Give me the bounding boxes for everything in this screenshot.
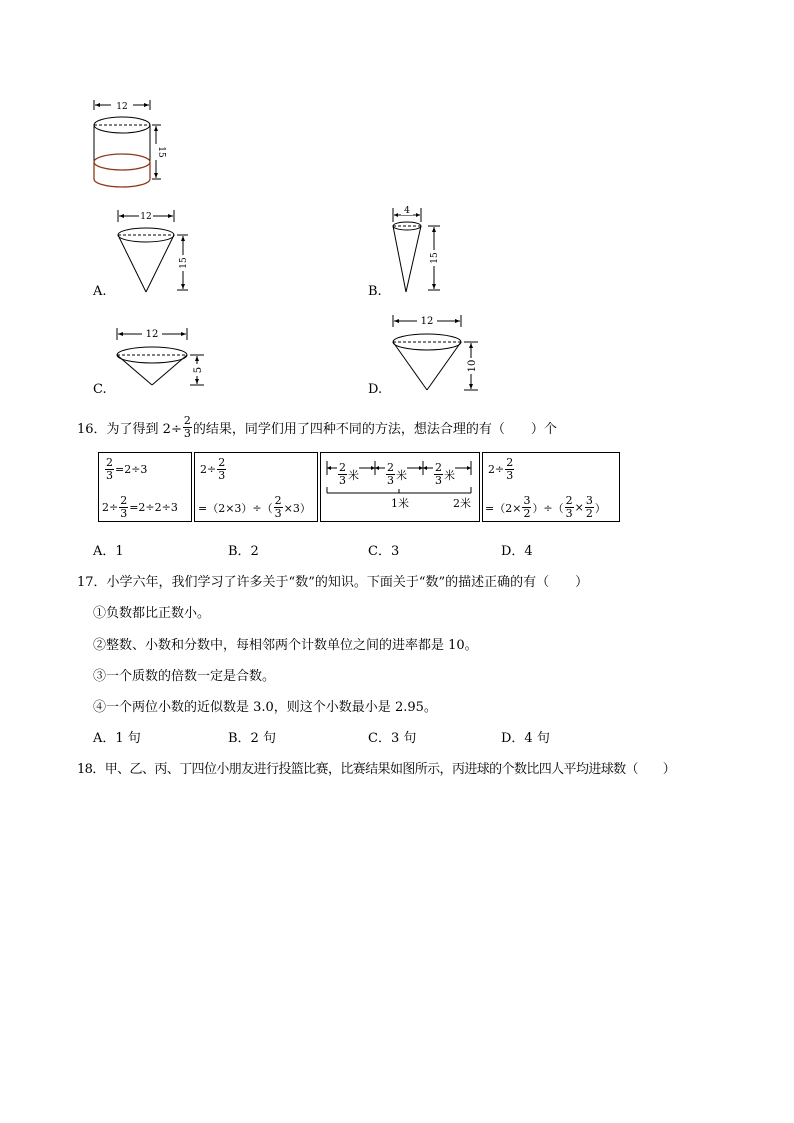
q16-option-a[interactable]: A．1 bbox=[93, 544, 124, 559]
q17-item-4: ④一个两位小数的近似数是 3.0，则这个小数最小是 2.95。 bbox=[93, 700, 437, 715]
q16-stem-prefix: 16．为了得到 2÷ bbox=[77, 422, 182, 437]
box3-mark-1m: 1米 bbox=[391, 497, 409, 510]
cone-c-height-label: 5 bbox=[193, 366, 204, 374]
box1-line1 bbox=[104, 457, 147, 482]
box4-fraction-1: $\frac{2}{3}$ bbox=[506, 456, 514, 482]
q17-option-b[interactable]: B．2 句 bbox=[228, 731, 276, 746]
box4-line2-c: × bbox=[574, 501, 584, 514]
frac-numerator: 2 bbox=[183, 414, 191, 427]
box1-eq2-right: =2÷2÷3 bbox=[129, 501, 178, 514]
cone-c-diameter-label: 12 bbox=[145, 329, 159, 340]
cone-b-height-label: 15 bbox=[430, 252, 440, 264]
q16-option-b[interactable]: B．2 bbox=[228, 544, 259, 559]
box3-label-3: $\frac{2}{3}$ 米 bbox=[435, 461, 455, 487]
box1-fraction-2: $\frac{2}{3}$ bbox=[120, 494, 128, 520]
q18-stem: 18．甲、乙、丙、丁四位小朋友进行投篮比赛，比赛结果如图所示，丙进球的个数比四人平均进球数（ ） bbox=[77, 762, 676, 777]
method-box-2 bbox=[194, 452, 318, 522]
cone-d-diameter-label: 12 bbox=[420, 316, 434, 327]
q16-option-c[interactable]: C．3 bbox=[368, 544, 400, 559]
q16-stem-fraction bbox=[183, 415, 192, 440]
box2-line2-a: =（2×3）÷（ bbox=[198, 501, 273, 515]
box1-line2 bbox=[102, 495, 178, 520]
cone-d-height-label: 10 bbox=[467, 359, 478, 373]
box3-label-1: $\frac{2}{3}$ 米 bbox=[339, 461, 359, 487]
box2-line2 bbox=[198, 495, 311, 520]
box4-fraction-4: $\frac{3}{2}$ bbox=[585, 494, 593, 520]
box4-line1 bbox=[488, 457, 515, 482]
box1-fraction-1: $\frac{2}{3}$ bbox=[106, 456, 113, 482]
frac-denominator: 3 bbox=[183, 427, 191, 440]
cylinder-height-label: 15 bbox=[156, 146, 166, 158]
cone-d-figure bbox=[386, 312, 486, 398]
method-box-3 bbox=[320, 452, 480, 522]
option-b-label: B. bbox=[368, 284, 382, 299]
box3-mark-2m: 2米 bbox=[453, 497, 471, 510]
cone-a-height-label: 15 bbox=[179, 257, 189, 269]
q17-item-1: ①负数都比正数小。 bbox=[93, 606, 211, 621]
cone-c-figure bbox=[110, 324, 214, 396]
q17-item-3: ③一个质数的倍数一定是合数。 bbox=[93, 669, 276, 684]
q17-option-c[interactable]: C．3 句 bbox=[368, 731, 417, 746]
box4-line2 bbox=[485, 495, 606, 520]
box4-fraction-2: $\frac{3}{2}$ bbox=[523, 494, 531, 520]
cone-a-figure bbox=[112, 206, 196, 298]
box4-line1-text: 2÷ bbox=[488, 463, 505, 476]
cone-b-figure bbox=[384, 202, 448, 298]
q16-stem-suffix: 的结果，同学们用了四种不同的方法，想法合理的有（ ）个 bbox=[192, 422, 557, 437]
box4-line2-a: =（2× bbox=[485, 501, 522, 515]
q16-option-d[interactable]: D．4 bbox=[501, 544, 533, 559]
method-box-4 bbox=[482, 452, 620, 522]
box1-eq2-left: 2÷ bbox=[102, 501, 119, 514]
box2-line1-text: 2÷ bbox=[200, 463, 217, 476]
box3-label-2: $\frac{2}{3}$ 米 bbox=[387, 461, 407, 487]
q17-option-a[interactable]: A．1 句 bbox=[93, 731, 141, 746]
box2-line2-b: ×3） bbox=[283, 501, 311, 515]
box4-line2-d: ） bbox=[594, 501, 606, 515]
q17-option-d[interactable]: D．4 句 bbox=[501, 731, 550, 746]
q16-stem bbox=[77, 415, 557, 440]
q17-stem: 17．小学六年，我们学习了许多关于“数”的知识。下面关于“数”的描述正确的有（ ） bbox=[77, 575, 589, 590]
box1-eq1: =2÷3 bbox=[115, 463, 148, 476]
box4-fraction-3: $\frac{2}{3}$ bbox=[565, 494, 573, 520]
cylinder-figure bbox=[85, 96, 170, 192]
cone-a-diameter-label: 12 bbox=[140, 212, 152, 222]
box2-fraction-1: $\frac{2}{3}$ bbox=[218, 456, 226, 482]
option-a-label: A. bbox=[93, 284, 107, 299]
q17-item-2: ②整数、小数和分数中，每相邻两个计数单位之间的进率都是 10。 bbox=[93, 638, 478, 653]
cone-b-diameter-label: 4 bbox=[404, 206, 410, 216]
box2-line1 bbox=[200, 457, 227, 482]
option-d-label: D. bbox=[368, 382, 383, 397]
box4-line2-b: ）÷（ bbox=[532, 501, 564, 515]
cylinder-diameter-label: 12 bbox=[116, 102, 128, 112]
option-c-label: C. bbox=[93, 382, 107, 397]
method-box-1 bbox=[98, 452, 192, 522]
box2-fraction-2: $\frac{2}{3}$ bbox=[274, 494, 282, 520]
